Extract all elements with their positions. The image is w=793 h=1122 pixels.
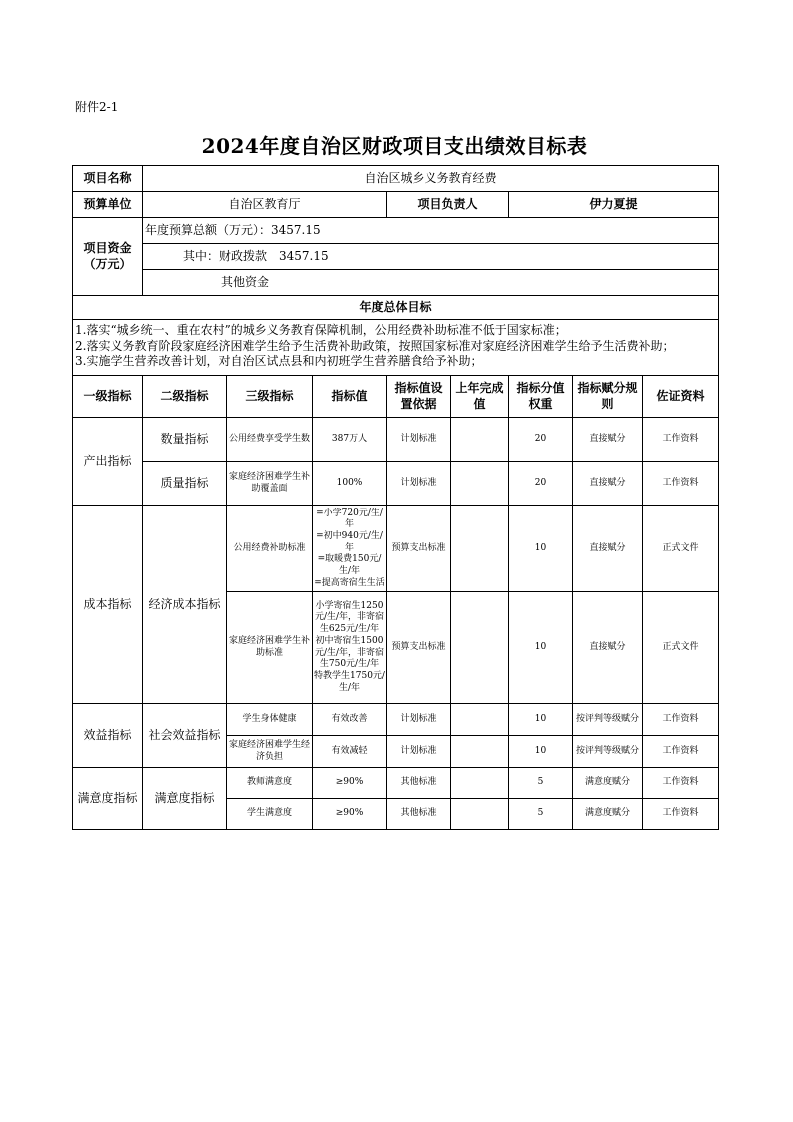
prev-cell: [451, 462, 509, 506]
rule-cell: 满意度赋分: [573, 799, 643, 830]
level2-quantity: 数量指标: [143, 418, 227, 462]
rule-cell: 按评判等级赋分: [573, 736, 643, 768]
performance-target-table: [72, 165, 719, 830]
basis-cell: 其他标准: [387, 799, 451, 830]
basis-cell: 计划标准: [387, 418, 451, 462]
header-rule: 指标赋分规则: [573, 376, 643, 418]
weight-cell: 20: [509, 418, 573, 462]
goals-row: [73, 320, 719, 376]
project-name-label: 项目名称: [73, 166, 143, 192]
prev-cell: [451, 736, 509, 768]
value-cell: 100%: [313, 462, 387, 506]
level1-benefit: 效益指标: [73, 704, 143, 768]
header-value: 指标值: [313, 376, 387, 418]
basis-cell: 计划标准: [387, 704, 451, 736]
prev-cell: [451, 768, 509, 799]
funds-label: 项目资金（万元）: [73, 218, 143, 296]
budget-unit-row: [73, 192, 719, 218]
header-evidence: 佐证资料: [643, 376, 719, 418]
level3-cell: 学生身体健康: [227, 704, 313, 736]
page-title: 2024年度自治区财政项目支出绩效目标表: [201, 134, 588, 158]
budget-unit-label: 预算单位: [73, 192, 143, 218]
rule-cell: 满意度赋分: [573, 768, 643, 799]
header-level1: 一级指标: [73, 376, 143, 418]
level1-satisfaction: 满意度指标: [73, 768, 143, 830]
value-cell: [313, 592, 387, 704]
value-line: 初中寄宿生1500元/生/年，非寄宿生750元/生/年: [314, 635, 385, 670]
level3-cell: 家庭经济困难学生补助标准: [227, 592, 313, 704]
funds-total-row: [73, 218, 719, 244]
indicator-header-row: [73, 376, 719, 418]
weight-cell: 10: [509, 736, 573, 768]
goals-text: [73, 320, 719, 376]
prev-cell: [451, 704, 509, 736]
value-cell: ≥90%: [313, 799, 387, 830]
basis-cell: 预算支出标准: [387, 592, 451, 704]
goals-header: 年度总体目标: [73, 296, 719, 320]
evidence-cell: 工作资料: [643, 736, 719, 768]
level1-output: 产出指标: [73, 418, 143, 506]
evidence-cell: 工作资料: [643, 462, 719, 506]
basis-cell: 计划标准: [387, 736, 451, 768]
owner-label: 项目负责人: [387, 192, 509, 218]
level2-quality: 质量指标: [143, 462, 227, 506]
table-row: [73, 704, 719, 736]
budget-unit-value: 自治区教育厅: [143, 192, 387, 218]
rule-cell: 按评判等级赋分: [573, 704, 643, 736]
value-line: 小学寄宿生1250元/生/年，非寄宿生625元/生/年: [314, 600, 385, 635]
goal-line: 1.落实“城乡统一、重在农村”的城乡义务教育保障机制，公用经费补助标准不低于国家标准；: [75, 323, 567, 337]
basis-cell: 计划标准: [387, 462, 451, 506]
table-row: [73, 462, 719, 506]
rule-cell: 直接赋分: [573, 418, 643, 462]
level2-social-benefit: 社会效益指标: [143, 704, 227, 768]
value-line: =取暖费150元/生/年: [317, 554, 382, 576]
evidence-cell: 工作资料: [643, 704, 719, 736]
weight-cell: 10: [509, 592, 573, 704]
basis-cell: 预算支出标准: [387, 506, 451, 592]
level2-satisfaction: 满意度指标: [143, 768, 227, 830]
level3-cell: 教师满意度: [227, 768, 313, 799]
basis-cell: 其他标准: [387, 768, 451, 799]
rule-cell: 直接赋分: [573, 506, 643, 592]
level3-cell: 公用经费补助标准: [227, 506, 313, 592]
goal-line: 3.实施学生营养改善计划，对自治区试点县和内初班学生营养膳食给予补助；: [75, 354, 483, 369]
header-level2: 二级指标: [143, 376, 227, 418]
header-weight: 指标分值权重: [509, 376, 573, 418]
weight-cell: 10: [509, 704, 573, 736]
table-row: [73, 418, 719, 462]
level3-cell: 家庭经济困难学生经济负担: [227, 736, 313, 768]
prev-cell: [451, 799, 509, 830]
attachment-label: 附件2-1: [75, 100, 119, 114]
funds-fiscal: 其中：财政拨款 3457.15: [143, 244, 719, 270]
rule-cell: 直接赋分: [573, 462, 643, 506]
value-cell: 有效改善: [313, 704, 387, 736]
prev-cell: [451, 506, 509, 592]
value-line: 特教学生1750元/生/年: [314, 670, 385, 693]
value-cell: 387万人: [313, 418, 387, 462]
level3-cell: 学生满意度: [227, 799, 313, 830]
prev-cell: [451, 592, 509, 704]
funds-other-row: [73, 270, 719, 296]
header-prev: 上年完成值: [451, 376, 509, 418]
prev-cell: [451, 418, 509, 462]
value-cell: [313, 506, 387, 592]
value-cell: ≥90%: [313, 768, 387, 799]
evidence-cell: 工作资料: [643, 418, 719, 462]
funds-other: 其他资金: [143, 270, 719, 296]
funds-total: 年度预算总额（万元）：3457.15: [143, 218, 719, 244]
funds-fiscal-row: [73, 244, 719, 270]
value-cell: 有效减轻: [313, 736, 387, 768]
table-row: [73, 768, 719, 799]
level2-economic-cost: 经济成本指标: [143, 506, 227, 704]
weight-cell: 10: [509, 506, 573, 592]
weight-cell: 5: [509, 799, 573, 830]
owner-value: 伊力夏提: [509, 192, 719, 218]
value-line: =初中940元/生/年: [316, 530, 383, 553]
evidence-cell: 正式文件: [643, 506, 719, 592]
level3-cell: 家庭经济困难学生补助覆盖面: [227, 462, 313, 506]
weight-cell: 20: [509, 462, 573, 506]
value-line: =小学720元/生/年: [316, 507, 383, 530]
level3-cell: 公用经费享受学生数: [227, 418, 313, 462]
evidence-cell: 工作资料: [643, 799, 719, 830]
evidence-cell: 正式文件: [643, 592, 719, 704]
value-line: =提高寄宿生生活: [314, 577, 385, 588]
goals-header-row: [73, 296, 719, 320]
rule-cell: 直接赋分: [573, 592, 643, 704]
level1-cost: 成本指标: [73, 506, 143, 704]
header-basis: 指标值设置依据: [387, 376, 451, 418]
table-row: [73, 506, 719, 592]
weight-cell: 5: [509, 768, 573, 799]
project-name-value: 自治区城乡义务教育经费: [143, 166, 719, 192]
project-name-row: [73, 166, 719, 192]
header-level3: 三级指标: [227, 376, 313, 418]
goal-line: 2.落实义务教育阶段家庭经济困难学生给予生活费补助政策，按照国家标准对家庭经济困难学生给予生活费补助；: [75, 338, 675, 353]
evidence-cell: 工作资料: [643, 768, 719, 799]
